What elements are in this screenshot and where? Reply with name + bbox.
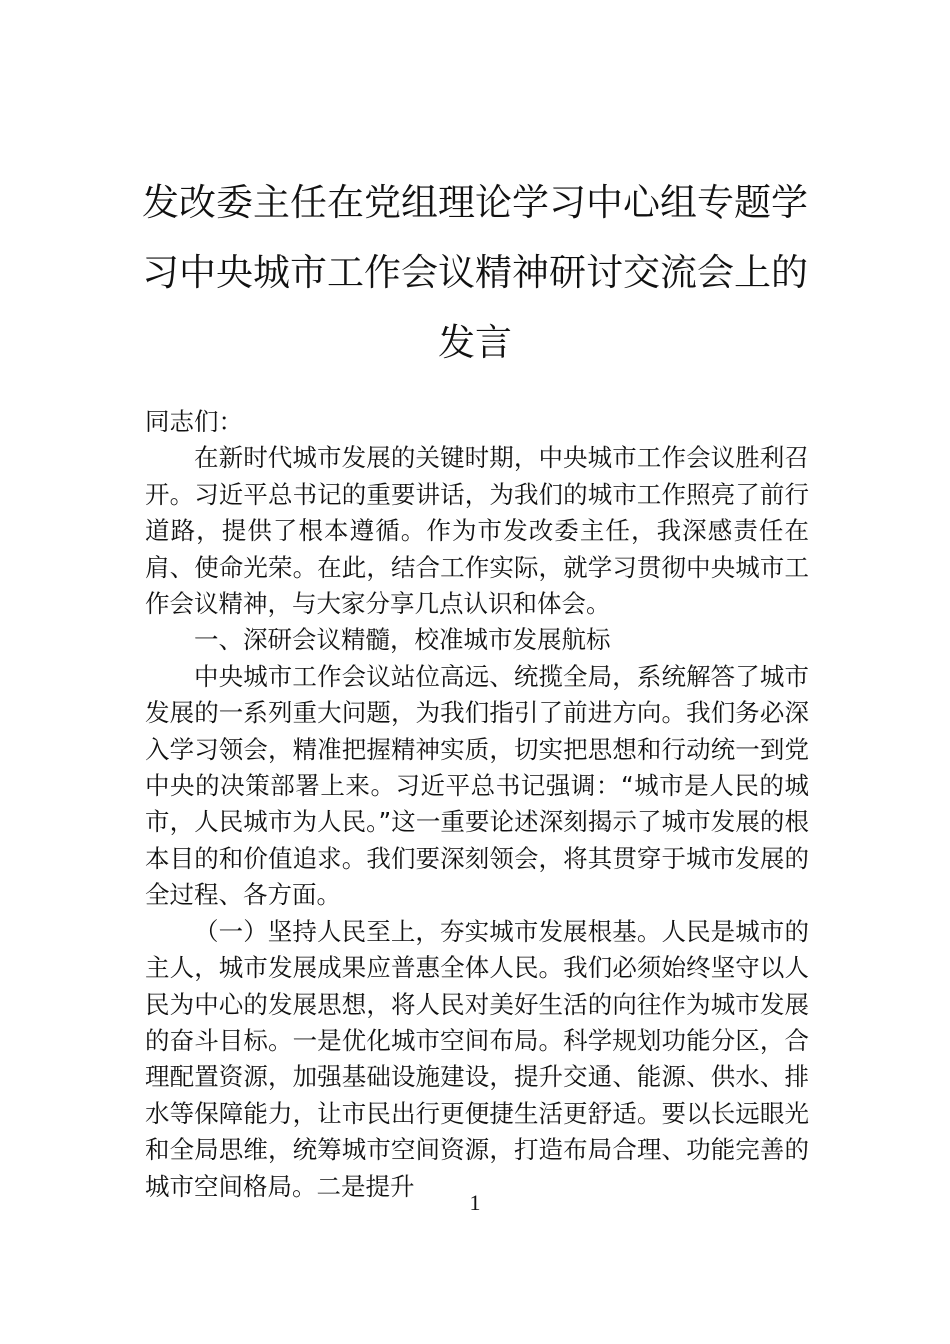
document-body [145, 404, 809, 1205]
paragraph-subsection-1: （一）坚持人民至上，夯实城市发展根基。人民是城市的主人，城市发展成果应普惠全体人民。我们必须始终坚守以人民为中心的发展思想，将人民对美好生活的向往作为城市发展的奋斗目标。一是优化城市空间布局。科学规划功能分区，合理配置资源，加强基础设施建设，提升交通、能源、供水、排水等保障能力，让市民出行更便捷生活更舒适。要以长远眼光和全局思维，统筹城市空间资源，打造布局合理、功能完善的城市空间格局。二是提升 [145, 916, 809, 1201]
document-title [140, 168, 810, 378]
title-line-1: 发改委主任在党组理论学习中心组专题学 [142, 181, 808, 224]
salutation: 同志们： [145, 407, 243, 436]
page-number: 1 [469, 1190, 481, 1215]
section-heading-1: 一、深研会议精髓，校准城市发展航标 [194, 625, 611, 655]
title-line-3: 发言 [438, 321, 512, 364]
title-line-2: 习中央城市工作会议精神研讨交流会上的 [142, 251, 808, 294]
paragraph-section-1: 中央城市工作会议站位高远、统揽全局，系统解答了城市发展的一系列重大问题，为我们指引了前进方向。我们务必深入学习领会，精准把握精神实质，切实把思想和行动统一到党中央的决策部署上来。习近平总书记强调：“城市是人民的城市，人民城市为人民。”这一重要论述深刻揭示了城市发展的根本目的和价值追求。我们要深刻领会，将其贯穿于城市发展的全过程、各方面。 [145, 661, 809, 910]
paragraph-intro: 在新时代城市发展的关键时期，中央城市工作会议胜利召开。习近平总书记的重要讲话，为我们的城市工作照亮了前行道路，提供了根本遵循。作为市发改委主任，我深感责任在肩、使命光荣。在此，结合工作实际，就学习贯彻中央城市工作会议精神，与大家分享几点认识和体会。 [145, 443, 809, 619]
